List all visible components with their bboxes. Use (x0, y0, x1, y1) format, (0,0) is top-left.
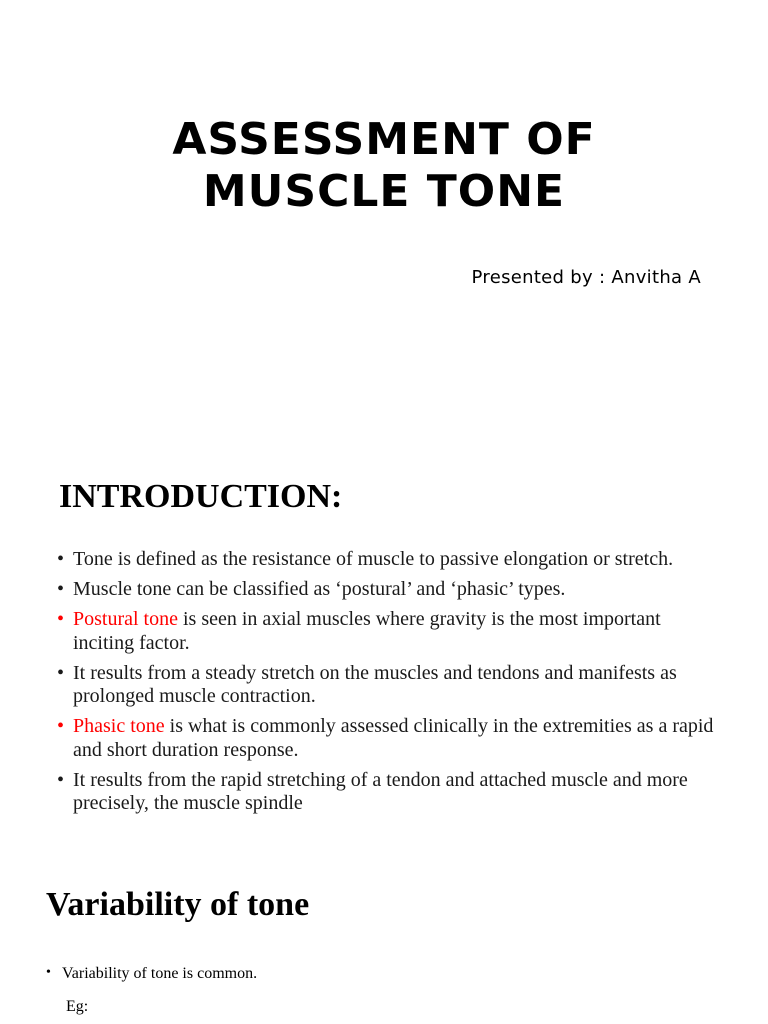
variability-bullet-list (46, 964, 257, 984)
bullet-icon: • (57, 715, 65, 737)
list-item (57, 608, 717, 655)
list-item (46, 964, 257, 984)
bullet-icon: • (57, 548, 65, 570)
introduction-bullet-list (57, 548, 717, 822)
list-item (57, 769, 717, 816)
bullet-icon: • (57, 608, 65, 630)
highlight-term: Phasic tone (73, 715, 165, 737)
presenter-credit: Presented by : Anvitha A (471, 267, 701, 288)
title-slide (0, 0, 768, 440)
variability-heading: Variability of tone (46, 886, 310, 923)
bullet-text: is what is commonly assessed clinically in the extremities as a rapid and short duration response. (73, 715, 714, 761)
highlight-term: Postural tone (73, 608, 178, 630)
bullet-icon: • (57, 661, 65, 684)
bullet-text: Tone is defined as the resistance of muscle to passive elongation or stretch. (73, 548, 674, 570)
example-label: Eg: (66, 998, 89, 1015)
bullet-text: Muscle tone can be classified as ‘postural’ and ‘phasic’ types. (73, 578, 566, 600)
title-line-1: ASSESSMENT OF (172, 114, 596, 165)
bullet-text: It results from a steady stretch on the muscles and tendons and manifests as prolonged muscle contraction. (73, 661, 677, 707)
bullet-text: It results from the rapid stretching of a tendon and attached muscle and more precisely, the muscle spindle (73, 768, 688, 814)
list-item (57, 715, 717, 762)
bullet-icon: • (57, 578, 65, 600)
list-item (57, 548, 717, 572)
title-line-2: MUSCLE TONE (202, 166, 566, 217)
list-item (57, 662, 717, 709)
bullet-icon: • (46, 965, 51, 980)
presentation-title (0, 114, 768, 218)
bullet-icon: • (57, 768, 65, 791)
introduction-heading: INTRODUCTION: (59, 478, 343, 515)
list-item (57, 578, 717, 602)
bullet-text: is seen in axial muscles where gravity is the most important inciting factor. (73, 608, 661, 654)
bullet-text: Variability of tone is common. (62, 965, 258, 982)
